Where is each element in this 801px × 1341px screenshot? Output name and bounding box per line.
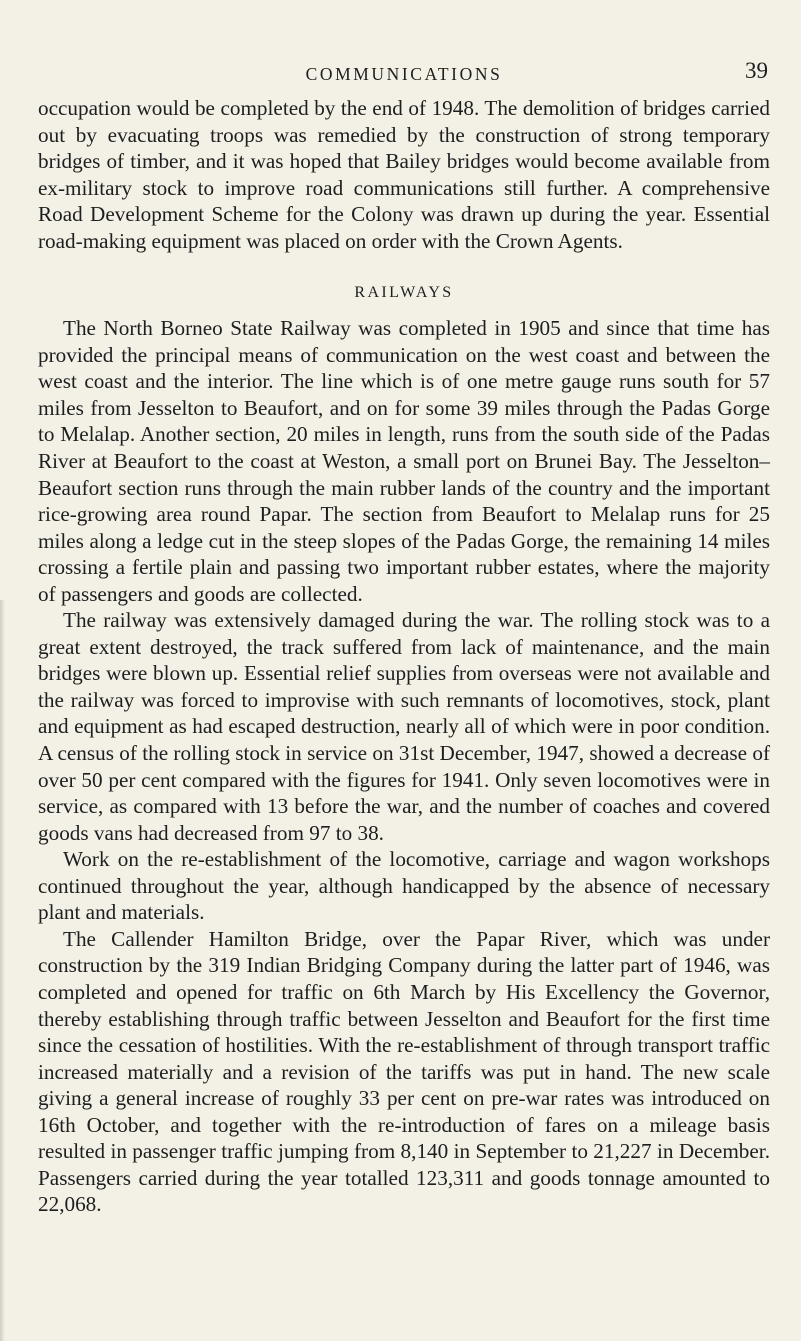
paragraph-railway-history: The North Borneo State Railway was completed in 1905 and since that time has provided the principal means of communication on the west coast and between the west coast and the interior. The line which is of one metre gauge runs south for 57 miles from Jesselton to Beaufort, and on for some 39 miles through the Padas Gorge to Melalap. Another section, 20 miles in length, runs from the south side of the Padas River at Beaufort to the coast at Weston, a small port on Brunei Bay. The Jesselton–Beaufort section runs through the main rubber lands of the country and the important rice-growing area round Papar. The section from Beaufort to Melalap runs for 25 miles along a ledge cut in the steep slopes of the Padas Gorge, the remaining 14 miles crossing a fertile plain and passing two important rubber estates, where the majority of passengers and goods are collected. [38, 316, 770, 606]
paragraph-callender-hamilton-bridge: The Callender Hamilton Bridge, over the Papar River, which was under construction by the 319 Indian Bridging Company during the latter part of 1946, was completed and opened for traffic on 6th March by His Excellency the Governor, thereby establishing through traffic between Jesselton and Beaufort for the first time since the cessation of hostilities. With the re-establishment of through transport traffic increased materially and a revision of the tariffs was put in hand. The new scale giving a general increase of roughly 33 per cent on pre-war rates was introduced on 16th October, and together with the re-introduction of fares on a mileage basis resulted in passenger traffic jumping from 8,140 in September to 21,227 in December. Passengers carried during the year totalled 123,311 and goods tonnage amounted to 22,068. [38, 926, 770, 1217]
paragraph-workshops: Work on the re-establishment of the locomotive, carriage and wagon workshops continued throughout the year, although handicapped by the absence of necessary plant and materials. [38, 847, 770, 925]
page-edge-shadow [0, 600, 5, 1341]
paragraph-road-continuation: occupation would be completed by the end of 1948. The demolition of bridges carried out by evacuating troops was remedied by the construction of strong temporary bridges of timber, and it was hoped that Bailey bridges would become available from ex-military stock to improve road communications still further. A comprehensive Road Development Scheme for the Colony was drawn up during the year. Essential road-making equipment was placed on order with the Crown Agents. [38, 96, 770, 253]
page-number: 39 [745, 58, 768, 83]
paragraph-war-damage: The railway was extensively damaged during the war. The rolling stock was to a great extent destroyed, the track suffered from lack of maintenance, and the main bridges were blown up. Essential relief supplies from overseas were not available and the railway was forced to improvise with such remnants of locomotives, stock, plant and equipment as had escaped destruction, nearly all of which were in poor condition. A census of the rolling stock in service on 31st December, 1947, showed a decrease of over 50 per cent compared with the figures for 1941. Only seven locomotives were in service, as compared with 13 before the war, and the number of coaches and covered goods vans had decreased from 97 to 38. [38, 608, 770, 845]
section-heading-railways: RAILWAYS [354, 284, 454, 302]
running-title: COMMUNICATIONS [305, 64, 503, 84]
body-text [38, 95, 770, 1218]
running-head [38, 58, 770, 92]
